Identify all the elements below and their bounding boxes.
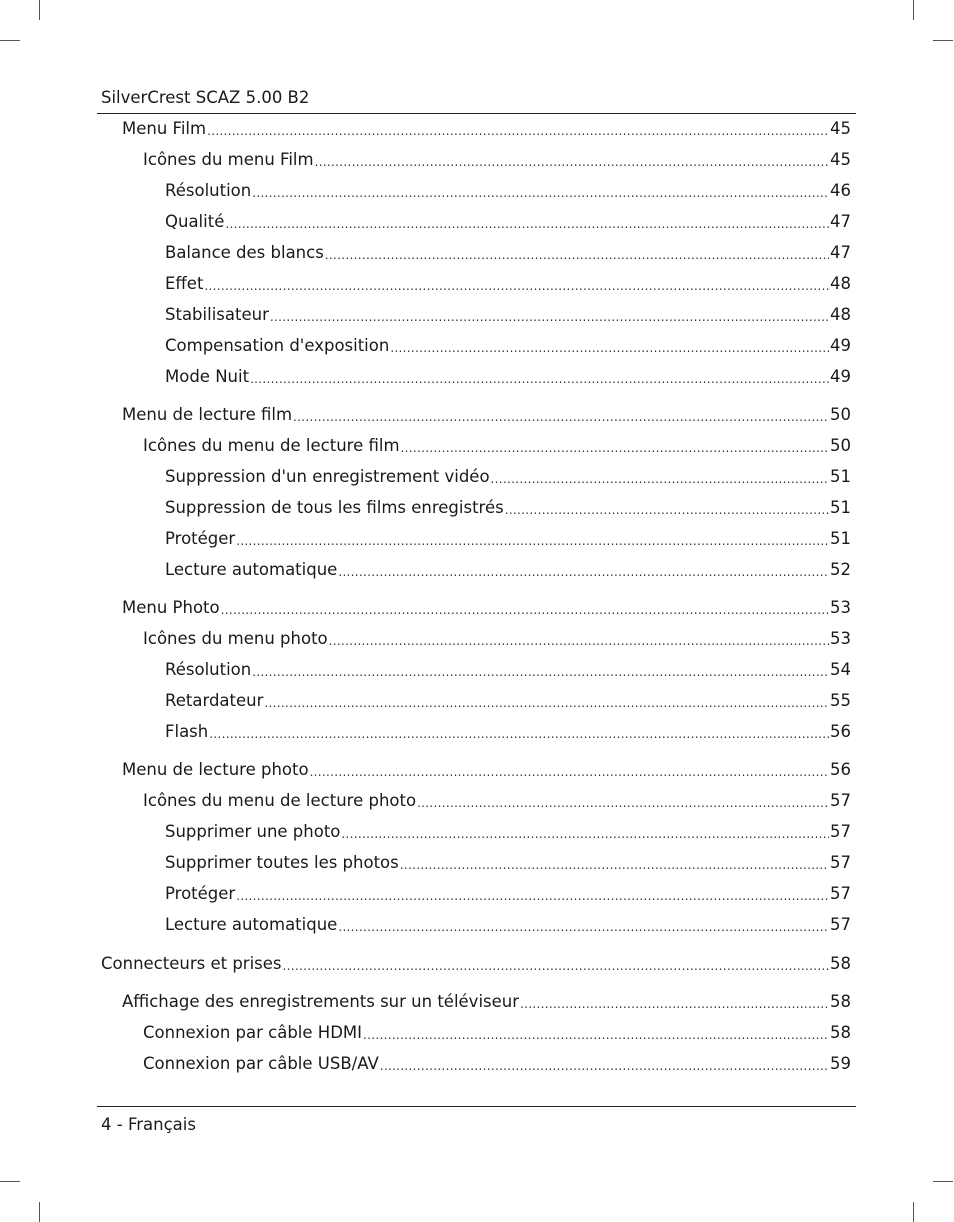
toc-entry[interactable] (165, 303, 851, 327)
page-header: SilverCrest SCAZ 5.00 B2 (101, 88, 310, 107)
toc-entry-title: Compensation d'exposition (165, 336, 390, 355)
toc-entry-title: Protéger (165, 529, 236, 548)
toc-entry-title: Résolution (165, 181, 252, 200)
toc-entry-page: 51 (830, 529, 851, 548)
toc-leader-dots (209, 724, 829, 744)
toc-entry[interactable] (122, 990, 851, 1014)
toc-entry-title: Suppression d'un enregistrement vidéo (165, 467, 490, 486)
toc-entry-page: 59 (830, 1054, 851, 1073)
toc-leader-dots (380, 1056, 829, 1076)
header-rule (97, 113, 856, 114)
toc-entry[interactable] (165, 365, 851, 389)
toc-entry-page: 49 (830, 367, 851, 386)
toc-entry-title: Menu de lecture film (122, 405, 293, 424)
toc-entry-title: Lecture automatique (165, 915, 338, 934)
toc-entry-title: Supprimer toutes les photos (165, 853, 399, 872)
toc-leader-dots (505, 500, 829, 520)
toc-leader-dots (252, 662, 829, 682)
toc-entry[interactable] (143, 627, 851, 651)
toc-leader-dots (315, 152, 829, 172)
toc-entry-page: 48 (830, 305, 851, 324)
toc-entry-title: Menu Photo (122, 598, 220, 617)
toc-entry-title: Qualité (165, 212, 225, 231)
toc-leader-dots (236, 886, 829, 906)
toc-entry-page: 54 (830, 660, 851, 679)
toc-entry-title: Retardateur (165, 691, 264, 710)
toc-leader-dots (338, 917, 829, 937)
toc-leader-dots (329, 631, 829, 651)
toc-entry[interactable] (165, 658, 851, 682)
toc-entry-title: Protéger (165, 884, 236, 903)
toc-leader-dots (417, 793, 829, 813)
toc-entry[interactable] (165, 527, 851, 551)
toc-entry[interactable] (165, 465, 851, 489)
toc-entry-title: Résolution (165, 660, 252, 679)
toc-leader-dots (204, 276, 829, 296)
toc-entry[interactable] (143, 434, 851, 458)
toc-entry[interactable] (122, 117, 851, 141)
toc-entry-page: 51 (830, 467, 851, 486)
crop-mark (0, 1181, 20, 1182)
toc-entry-page: 45 (830, 119, 851, 138)
toc-entry[interactable] (165, 210, 851, 234)
toc-entry[interactable] (165, 558, 851, 582)
toc-entry[interactable] (165, 720, 851, 744)
toc-leader-dots (401, 438, 829, 458)
toc-entry-page: 51 (830, 498, 851, 517)
toc-entry-page: 46 (830, 181, 851, 200)
toc-entry-page: 58 (830, 954, 851, 973)
toc-entry[interactable] (101, 952, 851, 976)
toc-entry[interactable] (165, 851, 851, 875)
toc-leader-dots (293, 407, 829, 427)
toc-entry[interactable] (165, 882, 851, 906)
toc-entry-page: 57 (830, 884, 851, 903)
crop-mark (933, 40, 953, 41)
toc-leader-dots (520, 994, 829, 1014)
toc-entry-title: Flash (165, 722, 209, 741)
toc-leader-dots (390, 338, 829, 358)
crop-mark (913, 0, 914, 20)
toc-entry-page: 56 (830, 760, 851, 779)
toc-entry[interactable] (143, 1052, 851, 1076)
toc-entry-title: Menu de lecture photo (122, 760, 309, 779)
toc-entry-title: Menu Film (122, 119, 207, 138)
toc-entry-title: Icônes du menu photo (143, 629, 328, 648)
toc-leader-dots (325, 245, 829, 265)
toc-leader-dots (338, 562, 829, 582)
toc-entry-page: 47 (830, 212, 851, 231)
toc-entry-page: 53 (830, 598, 851, 617)
toc-entry[interactable] (122, 403, 851, 427)
page-footer: 4 - Français (101, 1115, 196, 1134)
toc-entry-title: Effet (165, 274, 204, 293)
toc-entry-page: 50 (830, 436, 851, 455)
toc-entry[interactable] (165, 179, 851, 203)
toc-entry[interactable] (122, 596, 851, 620)
toc-leader-dots (221, 600, 829, 620)
toc-entry-title: Mode Nuit (165, 367, 250, 386)
crop-mark (0, 40, 20, 41)
toc-leader-dots (491, 469, 829, 489)
toc-leader-dots (225, 214, 829, 234)
toc-entry-page: 47 (830, 243, 851, 262)
toc-entry-title: Stabilisateur (165, 305, 269, 324)
toc-leader-dots (236, 531, 829, 551)
toc-entry-title: Icônes du menu de lecture photo (143, 791, 417, 810)
toc-leader-dots (270, 307, 829, 327)
toc-leader-dots (252, 183, 829, 203)
toc-entry-page: 45 (830, 150, 851, 169)
toc-entry[interactable] (165, 913, 851, 937)
toc-entry-page: 57 (830, 915, 851, 934)
toc-entry-title: Connexion par câble HDMI (143, 1023, 363, 1042)
toc-leader-dots (310, 762, 829, 782)
toc-entry-title: Balance des blancs (165, 243, 324, 262)
toc-entry-page: 48 (830, 274, 851, 293)
toc-entry-title: Suppression de tous les films enregistrés (165, 498, 504, 517)
toc-leader-dots (363, 1025, 829, 1045)
crop-mark (933, 1181, 953, 1182)
toc-entry[interactable] (165, 689, 851, 713)
toc-entry-page: 58 (830, 992, 851, 1011)
toc-leader-dots (400, 855, 829, 875)
toc-leader-dots (250, 369, 829, 389)
toc-entry-page: 55 (830, 691, 851, 710)
toc-entry[interactable] (165, 272, 851, 296)
toc-entry-title: Affichage des enregistrements sur un téléviseur (122, 992, 520, 1011)
toc-entry-title: Connecteurs et prises (101, 954, 282, 973)
toc-entry-title: Icônes du menu Film (143, 150, 314, 169)
crop-mark (39, 1202, 40, 1222)
footer-rule (97, 1106, 856, 1107)
toc-entry[interactable] (143, 789, 851, 813)
toc-leader-dots (341, 824, 829, 844)
toc-entry-page: 50 (830, 405, 851, 424)
toc-leader-dots (264, 693, 829, 713)
toc-entry-page: 57 (830, 822, 851, 841)
toc-entry[interactable] (165, 334, 851, 358)
crop-mark (39, 0, 40, 20)
toc-entry-page: 53 (830, 629, 851, 648)
toc-entry-title: Connexion par câble USB/AV (143, 1054, 379, 1073)
toc-leader-dots (283, 956, 829, 976)
toc-entry[interactable] (165, 496, 851, 520)
toc-entry-title: Supprimer une photo (165, 822, 341, 841)
toc-entry-title: Icônes du menu de lecture film (143, 436, 400, 455)
toc-entry-page: 49 (830, 336, 851, 355)
toc-entry[interactable] (143, 148, 851, 172)
toc-entry-page: 57 (830, 853, 851, 872)
toc-entry-page: 56 (830, 722, 851, 741)
toc-entry-page: 52 (830, 560, 851, 579)
toc-leader-dots (207, 121, 829, 141)
toc-entry[interactable] (143, 1021, 851, 1045)
toc-entry-title: Lecture automatique (165, 560, 338, 579)
toc-entry[interactable] (165, 241, 851, 265)
toc-entry-page: 57 (830, 791, 851, 810)
toc-entry[interactable] (165, 820, 851, 844)
toc-entry-page: 58 (830, 1023, 851, 1042)
toc-entry[interactable] (122, 758, 851, 782)
crop-mark (913, 1202, 914, 1222)
